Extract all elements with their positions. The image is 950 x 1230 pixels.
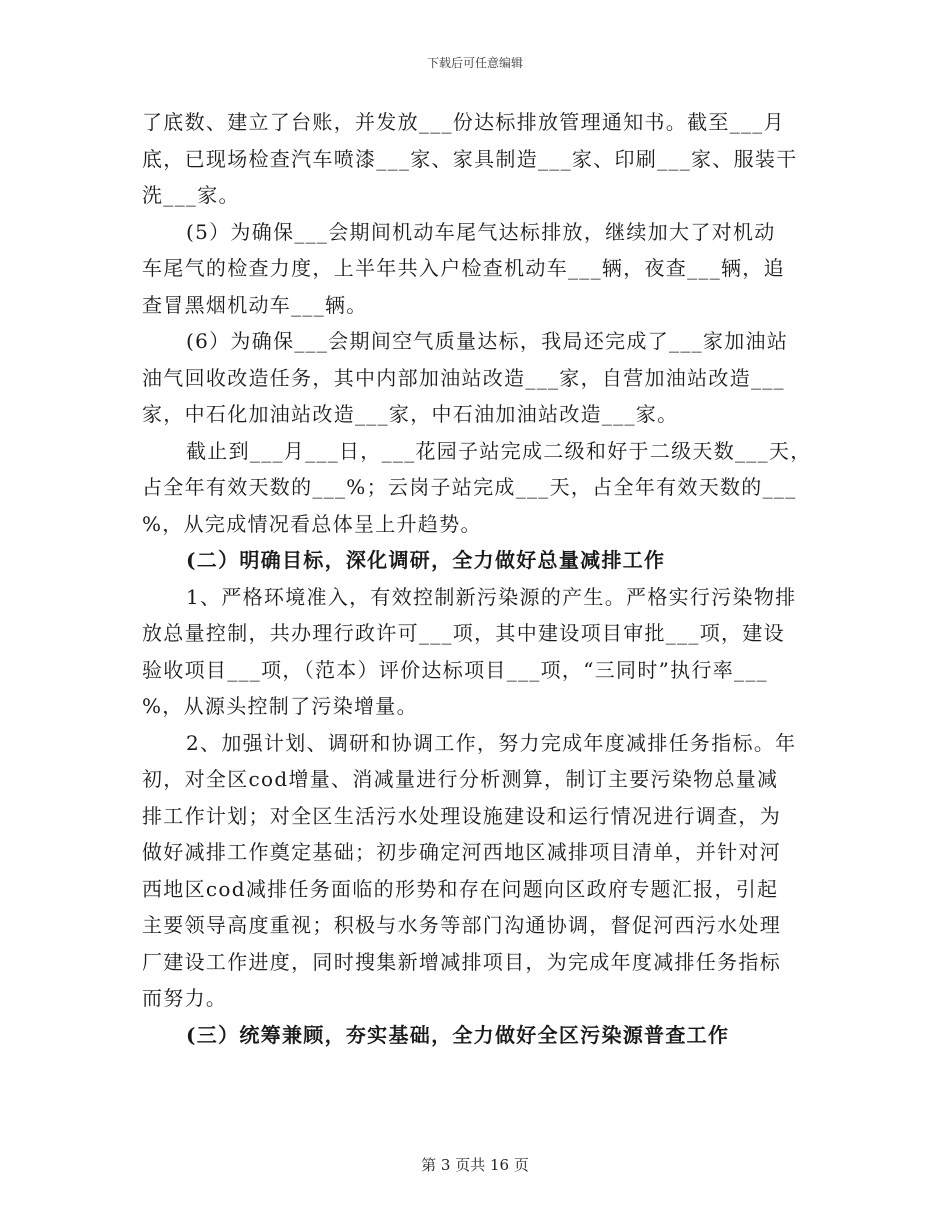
body-line: 初，对全区cod增量、消减量进行分析测算，制订主要污染物总量减 (142, 767, 779, 791)
body-line: %，从完成情况看总体呈上升趋势。 (142, 511, 482, 536)
body-line: 占全年有效天数的___%；云岗子站完成___天，占全年有效天数的___ (142, 475, 797, 499)
body-line: (6）为确保___会期间空气质量达标，我局还完成了___家加油站 (186, 329, 789, 353)
page-number: 第 3 页共 16 页 (421, 1156, 529, 1174)
body-line: 车尾气的检查力度，上半年共入户检查机动车___辆，夜查___辆，追 (142, 256, 785, 280)
page-header: 下载后可任意编辑 (426, 56, 523, 70)
body-line: 排工作计划；对全区生活污水处理设施建设和运行情况进行调查，为 (142, 803, 781, 828)
body-line: 做好减排工作奠定基础；初步确定河西地区减排项目清单，并针对河 (142, 840, 781, 864)
body-line: 放总量控制，共办理行政许可___项，其中建设项目审批___项，建设 (142, 621, 785, 645)
body-line: 1、严格环境准入，有效控制新污染源的产生。严格实行污染物排 (186, 584, 797, 609)
body-line: 查冒黑烟机动车___辆。 (142, 292, 368, 317)
body-line: 洗___家。 (142, 183, 240, 207)
body-line: 验收项目___项，（范本）评价达标项目___项，“三同时”执行率___ (142, 657, 768, 682)
body-line: 底，已现场检查汽车喷漆___家、家具制造___家、印刷___家、服装干 (142, 146, 798, 171)
body-line: 主要领导高度重视；积极与水务等部门沟通协调，督促河西污水处理 (142, 913, 781, 937)
body-line: 截止到___月___日，___花园子站完成二级和好于二级天数___天， (186, 438, 812, 463)
body-line: 了底数、建立了台账，并发放___份达标排放管理通知书。截至___月 (142, 110, 785, 134)
body-line: 西地区cod减排任务面临的形势和存在问题向区政府专题汇报，引起 (142, 876, 779, 901)
body-line: %，从源头控制了污染增量。 (142, 694, 418, 718)
body-line: 家，中石化加油站改造___家，中石油加油站改造___家。 (142, 402, 679, 426)
section-heading: (二）明确目标，深化调研，全力做好总量减排工作 (186, 548, 666, 572)
section-heading: (三）统筹兼顾，夯实基础，全力做好全区污染源普查工作 (186, 1022, 730, 1047)
body-line: 油气回收改造任务，其中内部加油站改造___家，自营加油站改造___ (142, 365, 785, 390)
body-line: 2、加强计划、调研和协调工作，努力完成年度减排任务指标。年 (186, 730, 797, 755)
body-line: 而努力。 (142, 986, 228, 1010)
document-body (142, 104, 812, 1053)
body-line: 厂建设工作进度，同时搜集新增减排项目，为完成年度减排任务指标 (142, 949, 781, 974)
body-line: (5）为确保___会期间机动车尾气达标排放，继续加大了对机动 (186, 219, 776, 244)
